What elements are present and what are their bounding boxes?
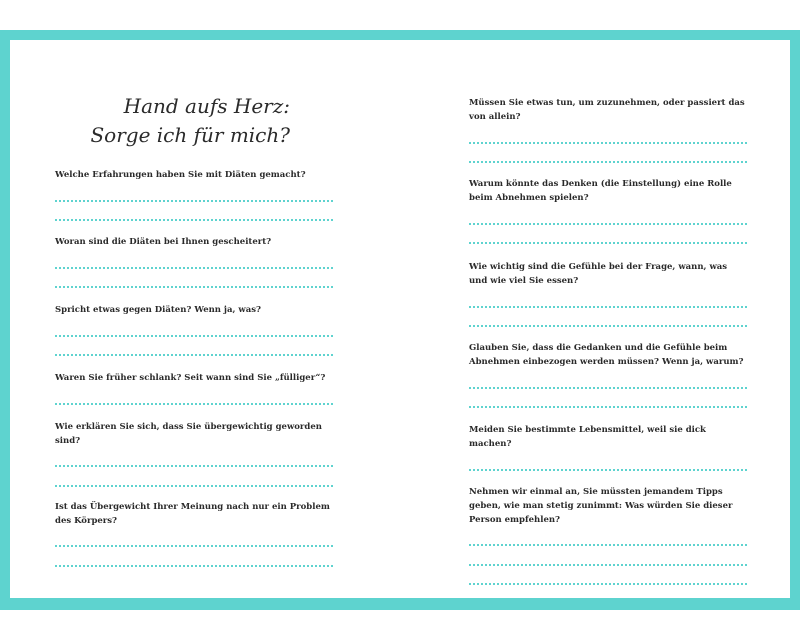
left-column [55, 168, 333, 567]
question-block [469, 423, 747, 471]
answer-line[interactable] [469, 205, 747, 225]
answer-line[interactable] [55, 182, 333, 202]
answer-line[interactable] [55, 448, 333, 468]
question-text: Glauben Sie, dass die Gedanken und die Gefühle beim Abnehmen einbezogen werden müssen? Wenn ja, warum? [469, 343, 744, 367]
answer-line[interactable] [469, 369, 747, 389]
answer-line[interactable] [55, 528, 333, 548]
question-block [469, 341, 747, 408]
question-block [469, 485, 747, 586]
question-block [469, 96, 747, 163]
question-block [469, 260, 747, 327]
question-text: Nehmen wir einmal an, Sie müssten jemandem Tipps geben, wie man stetig zunimmt: Was würden Sie dieser Person empfehlen? [469, 486, 733, 525]
answer-line[interactable] [55, 269, 333, 289]
question-block [55, 371, 333, 405]
answer-line[interactable] [469, 451, 747, 471]
answer-line[interactable] [55, 467, 333, 487]
answer-line[interactable] [469, 308, 747, 328]
question-text: Müssen Sie etwas tun, um zuzunehmen, oder passiert das von allein? [469, 98, 745, 122]
answer-line[interactable] [469, 225, 747, 245]
question-block [469, 177, 747, 244]
question-text: Wie wichtig sind die Gefühle bei der Frage, wann, was und wie viel Sie essen? [469, 262, 728, 286]
question-text: Waren Sie früher schlank? Seit wann sind Sie „fülliger“? [55, 373, 326, 383]
answer-line[interactable] [55, 547, 333, 567]
question-block [55, 420, 333, 487]
workbook-spread [10, 40, 790, 598]
answer-line[interactable] [469, 144, 747, 164]
answer-line[interactable] [469, 566, 747, 586]
answer-line[interactable] [469, 527, 747, 547]
answer-line[interactable] [55, 337, 333, 357]
question-block [55, 235, 333, 288]
question-text: Meiden Sie bestimmte Lebensmittel, weil sie dick machen? [469, 425, 706, 449]
question-block [55, 303, 333, 356]
answer-line[interactable] [469, 389, 747, 409]
question-block [55, 168, 333, 221]
answer-line[interactable] [469, 546, 747, 566]
answer-line[interactable] [55, 317, 333, 337]
title-line-2: Sorge ich für mich? [90, 123, 290, 147]
question-text: Woran sind die Diäten bei Ihnen gescheitert? [55, 237, 272, 247]
question-text: Spricht etwas gegen Diäten? Wenn ja, was? [55, 305, 262, 315]
page-title [10, 92, 290, 150]
page-frame [0, 30, 800, 610]
title-line-1: Hand aufs Herz: [123, 94, 290, 118]
question-text: Wie erklären Sie sich, dass Sie übergewichtig geworden sind? [55, 421, 322, 446]
question-text: Welche Erfahrungen haben Sie mit Diäten gemacht? [55, 170, 306, 180]
question-text: Ist das Übergewicht Ihrer Meinung nach nur ein Problem des Körpers? [55, 501, 330, 526]
answer-line[interactable] [55, 249, 333, 269]
answer-line[interactable] [55, 385, 333, 405]
question-block [55, 500, 333, 567]
right-column [469, 96, 747, 585]
answer-line[interactable] [469, 124, 747, 144]
question-text: Warum könnte das Denken (die Einstellung) eine Rolle beim Abnehmen spielen? [469, 179, 732, 203]
answer-line[interactable] [55, 202, 333, 222]
answer-line[interactable] [469, 288, 747, 308]
